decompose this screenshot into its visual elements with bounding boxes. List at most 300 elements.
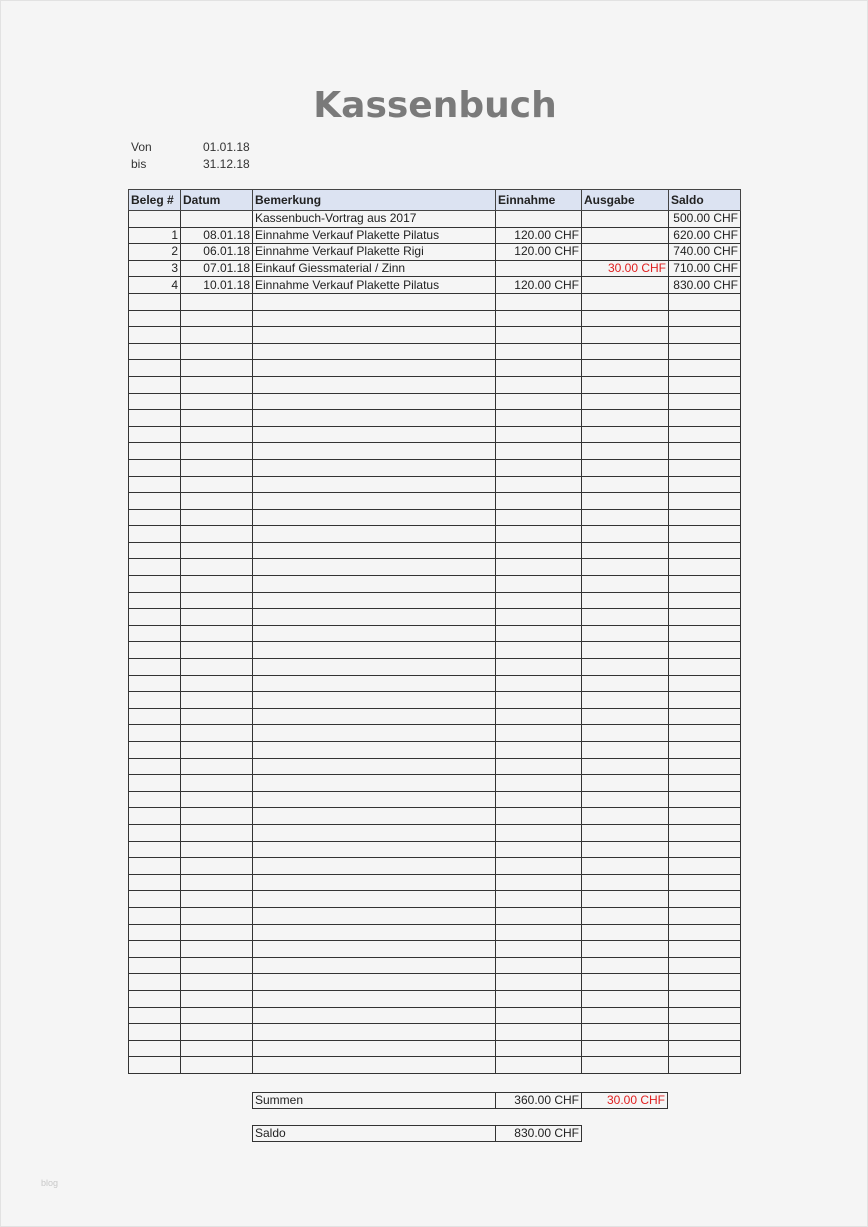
watermark: blog: [41, 1178, 59, 1188]
cell-empty: [669, 874, 741, 891]
table-row-empty: [129, 858, 741, 875]
cell-empty: [181, 609, 253, 626]
cell-empty: [669, 858, 741, 875]
cell-empty: [181, 675, 253, 692]
cell-empty: [129, 874, 181, 891]
cell-empty: [496, 1007, 582, 1024]
table-row: [129, 260, 741, 277]
cell-empty: [253, 293, 496, 310]
cell-empty: [253, 742, 496, 759]
cell-empty: [181, 1007, 253, 1024]
cell-empty: [496, 576, 582, 593]
cell-bemerkung: Einkauf Giessmaterial / Zinn: [253, 260, 496, 277]
cell-empty: [669, 974, 741, 991]
cell-empty: [582, 824, 669, 841]
cell-empty: [129, 924, 181, 941]
cell-empty: [181, 974, 253, 991]
cell-empty: [129, 592, 181, 609]
cell-empty: [496, 609, 582, 626]
cell-empty: [129, 443, 181, 460]
cell-empty: [181, 808, 253, 825]
cell-empty: [181, 293, 253, 310]
table-row-empty: [129, 625, 741, 642]
cell-empty: [181, 775, 253, 792]
cell-saldo: 500.00 CHF: [669, 211, 741, 228]
table-row-empty: [129, 824, 741, 841]
table-row-empty: [129, 410, 741, 427]
cell-empty: [582, 443, 669, 460]
cell-empty: [253, 426, 496, 443]
cell-empty: [253, 443, 496, 460]
period-to-label: bis: [131, 157, 147, 171]
cell-empty: [669, 576, 741, 593]
cell-empty: [669, 775, 741, 792]
table-row: [129, 244, 741, 261]
table-row-empty: [129, 1040, 741, 1057]
table-row-empty: [129, 376, 741, 393]
table-row-empty: [129, 775, 741, 792]
cell-empty: [129, 343, 181, 360]
cell-empty: [669, 824, 741, 841]
cell-empty: [496, 360, 582, 377]
cell-empty: [669, 990, 741, 1007]
table-row-empty: [129, 609, 741, 626]
cell-empty: [582, 509, 669, 526]
cell-empty: [253, 642, 496, 659]
cell-empty: [253, 824, 496, 841]
cell-empty: [181, 742, 253, 759]
cell-empty: [129, 559, 181, 576]
cell-empty: [129, 1024, 181, 1041]
cell-empty: [181, 924, 253, 941]
cell-empty: [181, 360, 253, 377]
cell-empty: [496, 974, 582, 991]
cell-empty: [669, 758, 741, 775]
cell-empty: [129, 841, 181, 858]
period-to: [131, 157, 250, 171]
cell-empty: [181, 426, 253, 443]
cell-empty: [181, 824, 253, 841]
period-from-value: 01.01.18: [203, 140, 250, 154]
cell-bemerkung: Kassenbuch-Vortrag aus 2017: [253, 211, 496, 228]
cell-empty: [496, 858, 582, 875]
table-row-empty: [129, 426, 741, 443]
cell-empty: [496, 924, 582, 941]
cell-empty: [582, 393, 669, 410]
cell-datum: [181, 211, 253, 228]
table-row-empty: [129, 708, 741, 725]
cell-empty: [253, 974, 496, 991]
cell-empty: [181, 459, 253, 476]
cell-empty: [582, 642, 669, 659]
cell-empty: [669, 659, 741, 676]
summen-row: [253, 1093, 668, 1109]
table-row-empty: [129, 891, 741, 908]
table-row: [129, 227, 741, 244]
cell-empty: [129, 393, 181, 410]
cell-empty: [496, 1040, 582, 1057]
cell-empty: [496, 725, 582, 742]
cell-empty: [129, 758, 181, 775]
table-row-empty: [129, 1057, 741, 1074]
cell-empty: [582, 891, 669, 908]
table-row-empty: [129, 758, 741, 775]
table-row-empty: [129, 542, 741, 559]
cell-empty: [669, 725, 741, 742]
cell-empty: [496, 957, 582, 974]
cell-empty: [582, 376, 669, 393]
table-row-empty: [129, 675, 741, 692]
summen-label: Summen: [253, 1093, 496, 1109]
cell-empty: [253, 410, 496, 427]
cell-empty: [496, 459, 582, 476]
table-row-empty: [129, 327, 741, 344]
cell-empty: [669, 327, 741, 344]
cell-empty: [253, 526, 496, 543]
table-row-empty: [129, 1007, 741, 1024]
table-row-empty: [129, 907, 741, 924]
cell-beleg: [129, 211, 181, 228]
cell-empty: [669, 459, 741, 476]
cell-empty: [496, 941, 582, 958]
cell-empty: [129, 1007, 181, 1024]
cell-empty: [181, 343, 253, 360]
cell-empty: [129, 957, 181, 974]
cell-empty: [669, 957, 741, 974]
cell-empty: [496, 675, 582, 692]
cell-empty: [253, 542, 496, 559]
cell-empty: [253, 576, 496, 593]
table-row-empty: [129, 592, 741, 609]
cell-empty: [582, 360, 669, 377]
cell-empty: [496, 841, 582, 858]
cell-empty: [669, 559, 741, 576]
cell-empty: [496, 808, 582, 825]
page-title: Kassenbuch: [313, 85, 557, 126]
table-row-empty: [129, 725, 741, 742]
cell-empty: [253, 459, 496, 476]
cell-empty: [669, 393, 741, 410]
cell-empty: [129, 542, 181, 559]
table-row-empty: [129, 957, 741, 974]
table-row-empty: [129, 343, 741, 360]
cell-empty: [129, 891, 181, 908]
cell-empty: [496, 692, 582, 709]
cell-ausgabe: [582, 244, 669, 261]
cell-einnahme: 120.00 CHF: [496, 277, 582, 294]
cell-empty: [129, 293, 181, 310]
cell-empty: [669, 609, 741, 626]
cell-empty: [669, 343, 741, 360]
cell-empty: [129, 725, 181, 742]
cell-empty: [129, 1040, 181, 1057]
cell-empty: [582, 310, 669, 327]
cell-empty: [582, 957, 669, 974]
cell-empty: [181, 559, 253, 576]
cell-empty: [582, 675, 669, 692]
cell-empty: [582, 559, 669, 576]
cell-empty: [496, 393, 582, 410]
cell-empty: [669, 426, 741, 443]
cell-empty: [582, 742, 669, 759]
cell-empty: [129, 310, 181, 327]
cell-empty: [181, 725, 253, 742]
cell-empty: [582, 459, 669, 476]
cell-empty: [669, 360, 741, 377]
cell-bemerkung: Einnahme Verkauf Plakette Pilatus: [253, 277, 496, 294]
period-from: [131, 140, 250, 154]
cell-empty: [496, 874, 582, 891]
table-row-empty: [129, 874, 741, 891]
cell-empty: [253, 791, 496, 808]
table-row-empty: [129, 692, 741, 709]
cell-empty: [129, 824, 181, 841]
cashbook-table: [128, 189, 741, 1074]
cell-empty: [181, 376, 253, 393]
cell-ausgabe: [582, 227, 669, 244]
cell-empty: [582, 542, 669, 559]
cell-beleg: 2: [129, 244, 181, 261]
cell-empty: [181, 941, 253, 958]
table-row-empty: [129, 293, 741, 310]
cell-empty: [253, 476, 496, 493]
cell-datum: 08.01.18: [181, 227, 253, 244]
cell-empty: [181, 327, 253, 344]
cell-datum: 07.01.18: [181, 260, 253, 277]
cell-empty: [253, 1040, 496, 1057]
cell-empty: [582, 426, 669, 443]
cell-empty: [582, 1007, 669, 1024]
cell-empty: [181, 907, 253, 924]
cell-empty: [129, 327, 181, 344]
cell-empty: [582, 941, 669, 958]
cell-empty: [129, 509, 181, 526]
cell-empty: [253, 708, 496, 725]
cell-bemerkung: Einnahme Verkauf Plakette Pilatus: [253, 227, 496, 244]
cell-empty: [669, 642, 741, 659]
cell-empty: [129, 576, 181, 593]
cell-empty: [496, 310, 582, 327]
cell-empty: [181, 476, 253, 493]
cell-empty: [129, 459, 181, 476]
cell-empty: [129, 376, 181, 393]
header-einnahme: Einnahme: [496, 190, 582, 211]
cell-empty: [181, 758, 253, 775]
cell-empty: [582, 808, 669, 825]
cell-empty: [669, 476, 741, 493]
cell-empty: [582, 725, 669, 742]
cell-empty: [582, 841, 669, 858]
cell-beleg: 3: [129, 260, 181, 277]
cell-empty: [582, 1024, 669, 1041]
cell-empty: [669, 924, 741, 941]
cell-empty: [496, 509, 582, 526]
cell-empty: [669, 410, 741, 427]
cell-empty: [669, 526, 741, 543]
cell-empty: [129, 625, 181, 642]
cell-empty: [582, 990, 669, 1007]
cell-ausgabe: [582, 211, 669, 228]
cell-empty: [496, 791, 582, 808]
cell-empty: [496, 559, 582, 576]
cell-saldo: 620.00 CHF: [669, 227, 741, 244]
cell-empty: [181, 990, 253, 1007]
cell-empty: [496, 526, 582, 543]
cell-empty: [253, 327, 496, 344]
table-header-row: [129, 190, 741, 211]
cell-beleg: 1: [129, 227, 181, 244]
cell-empty: [129, 609, 181, 626]
cell-empty: [129, 708, 181, 725]
cell-empty: [129, 476, 181, 493]
cell-empty: [669, 493, 741, 510]
cell-empty: [496, 775, 582, 792]
cell-empty: [253, 808, 496, 825]
cell-empty: [129, 808, 181, 825]
cell-einnahme: 120.00 CHF: [496, 227, 582, 244]
table-row-empty: [129, 941, 741, 958]
cell-empty: [669, 891, 741, 908]
cell-empty: [582, 758, 669, 775]
cell-empty: [253, 775, 496, 792]
header-beleg: Beleg #: [129, 190, 181, 211]
cell-empty: [253, 310, 496, 327]
saldo-value: 830.00 CHF: [496, 1126, 582, 1142]
cell-empty: [253, 1057, 496, 1074]
cell-saldo: 710.00 CHF: [669, 260, 741, 277]
cell-empty: [669, 692, 741, 709]
cell-empty: [181, 509, 253, 526]
cell-empty: [496, 343, 582, 360]
cell-empty: [181, 310, 253, 327]
summen-table: [252, 1092, 668, 1109]
cell-empty: [496, 824, 582, 841]
cell-empty: [582, 692, 669, 709]
cell-empty: [669, 542, 741, 559]
table-row: [129, 277, 741, 294]
cell-empty: [181, 692, 253, 709]
cell-empty: [129, 1057, 181, 1074]
cell-empty: [129, 858, 181, 875]
cell-empty: [669, 907, 741, 924]
cell-empty: [253, 675, 496, 692]
cell-datum: 10.01.18: [181, 277, 253, 294]
cell-empty: [253, 841, 496, 858]
saldo-table: [252, 1125, 582, 1142]
cell-empty: [496, 1057, 582, 1074]
cell-empty: [253, 990, 496, 1007]
cell-empty: [582, 775, 669, 792]
cell-empty: [181, 493, 253, 510]
cell-empty: [129, 941, 181, 958]
cell-empty: [181, 791, 253, 808]
cell-empty: [496, 592, 582, 609]
cell-empty: [253, 343, 496, 360]
cell-empty: [669, 708, 741, 725]
cell-empty: [582, 791, 669, 808]
cell-empty: [181, 891, 253, 908]
cell-empty: [496, 443, 582, 460]
cell-beleg: 4: [129, 277, 181, 294]
cell-empty: [582, 907, 669, 924]
cell-empty: [582, 343, 669, 360]
cell-empty: [582, 924, 669, 941]
period-from-label: Von: [131, 140, 152, 154]
cell-empty: [253, 559, 496, 576]
cell-empty: [253, 924, 496, 941]
cell-empty: [496, 758, 582, 775]
cell-empty: [669, 808, 741, 825]
cell-empty: [253, 891, 496, 908]
cell-empty: [253, 725, 496, 742]
cell-empty: [496, 542, 582, 559]
cell-datum: 06.01.18: [181, 244, 253, 261]
cell-empty: [181, 443, 253, 460]
cell-empty: [181, 874, 253, 891]
cell-empty: [253, 393, 496, 410]
cell-empty: [181, 642, 253, 659]
cell-empty: [129, 426, 181, 443]
cell-empty: [181, 526, 253, 543]
cell-empty: [582, 609, 669, 626]
cell-empty: [496, 891, 582, 908]
cell-empty: [181, 841, 253, 858]
cell-empty: [129, 775, 181, 792]
table-row-empty: [129, 443, 741, 460]
cell-empty: [181, 957, 253, 974]
cell-empty: [129, 791, 181, 808]
cell-empty: [496, 742, 582, 759]
cell-empty: [496, 708, 582, 725]
table-row-empty: [129, 576, 741, 593]
table-row-empty: [129, 659, 741, 676]
cell-empty: [582, 293, 669, 310]
cell-einnahme: [496, 211, 582, 228]
cell-empty: [253, 957, 496, 974]
cell-empty: [669, 1057, 741, 1074]
cell-empty: [129, 990, 181, 1007]
cell-empty: [181, 576, 253, 593]
cell-empty: [496, 642, 582, 659]
cell-saldo: 830.00 CHF: [669, 277, 741, 294]
cell-empty: [496, 990, 582, 1007]
table-row-empty: [129, 742, 741, 759]
cell-empty: [129, 974, 181, 991]
cell-empty: [582, 974, 669, 991]
header-bemerkung: Bemerkung: [253, 190, 496, 211]
cell-empty: [253, 609, 496, 626]
table-row-empty: [129, 459, 741, 476]
cell-empty: [181, 592, 253, 609]
table-row-empty: [129, 1024, 741, 1041]
cell-empty: [582, 327, 669, 344]
cell-empty: [582, 659, 669, 676]
cell-empty: [181, 542, 253, 559]
cell-empty: [253, 509, 496, 526]
cell-empty: [669, 293, 741, 310]
cell-saldo: 740.00 CHF: [669, 244, 741, 261]
cell-empty: [582, 625, 669, 642]
cell-empty: [253, 858, 496, 875]
cell-empty: [496, 376, 582, 393]
cell-empty: [669, 941, 741, 958]
summen-einnahme: 360.00 CHF: [496, 1093, 582, 1109]
cell-ausgabe: 30.00 CHF: [582, 260, 669, 277]
cell-empty: [582, 410, 669, 427]
period-to-value: 31.12.18: [203, 157, 250, 171]
cell-empty: [496, 907, 582, 924]
cell-empty: [253, 1024, 496, 1041]
